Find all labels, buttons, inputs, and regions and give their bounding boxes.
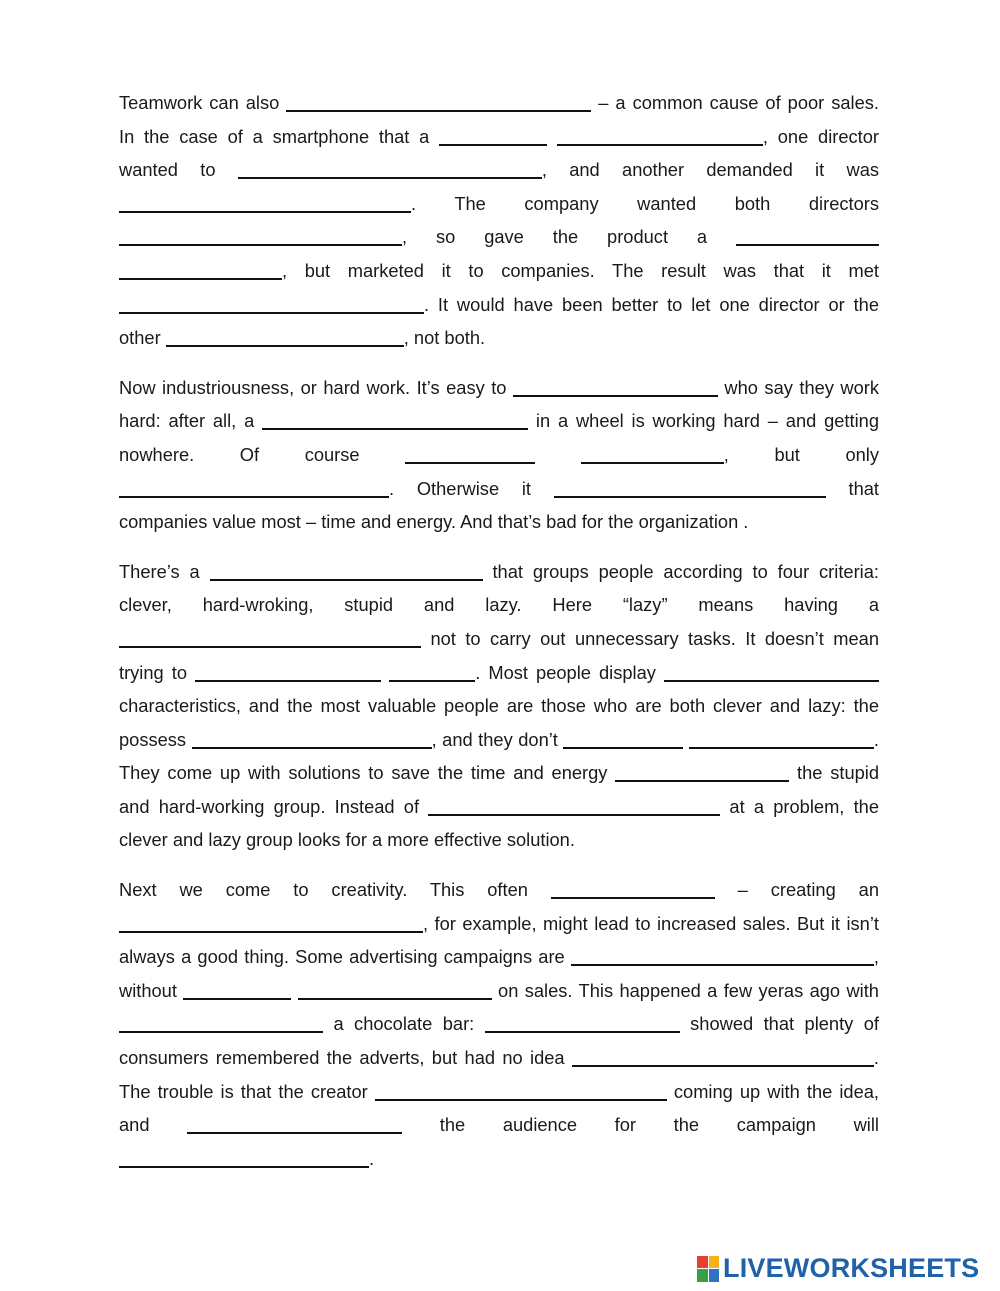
answer-blank[interactable] — [664, 663, 879, 682]
answer-blank[interactable] — [119, 479, 389, 498]
answer-blank[interactable] — [439, 127, 547, 146]
answer-blank[interactable] — [554, 479, 826, 498]
answer-blank[interactable] — [119, 1149, 369, 1168]
answer-blank[interactable] — [119, 227, 402, 246]
answer-blank[interactable] — [298, 981, 492, 1000]
answer-blank[interactable] — [389, 663, 475, 682]
answer-blank[interactable] — [513, 378, 718, 397]
answer-blank[interactable] — [736, 227, 879, 246]
answer-blank[interactable] — [119, 295, 424, 314]
answer-blank[interactable] — [262, 411, 528, 430]
answer-blank[interactable] — [405, 445, 535, 464]
answer-blank[interactable] — [615, 763, 789, 782]
answer-blank[interactable] — [286, 93, 591, 112]
answer-blank[interactable] — [428, 797, 720, 816]
answer-blank[interactable] — [485, 1014, 680, 1033]
answer-blank[interactable] — [581, 445, 724, 464]
paragraph-lazy: There’s a that groups people according to four criteria: clever, hard-wroking, stupid and lazy. Here “lazy” means having a not to carry out unnecessary tasks. It doesn’t mean trying to . Most people display characteristics, and the most valuable people are those who are both clever and lazy: the possess , and they don’t . They come up with solutions to save the time and energy the stupid and hard-working group. Instead of at a problem, the clever and lazy group looks for a more effective solution. — [119, 560, 880, 851]
answer-blank[interactable] — [119, 914, 423, 933]
brand-name: LIVEWORKSHEETS — [723, 1253, 980, 1283]
paragraph-industriousness: Now industriousness, or hard work. It’s easy to who say they work hard: after all, a in a wheel is working hard – and getting nowhere. Of course , but only . Otherwise it that companies value most – time and energy. And that’s bad for the organization . — [119, 376, 880, 533]
logo-square-1 — [697, 1256, 708, 1269]
answer-blank[interactable] — [689, 730, 874, 749]
logo-square-3 — [697, 1269, 708, 1282]
answer-blank[interactable] — [238, 160, 542, 179]
logo-square-2 — [709, 1256, 720, 1269]
worksheet-body — [119, 86, 879, 1191]
answer-blank[interactable] — [119, 261, 282, 280]
answer-blank[interactable] — [563, 730, 683, 749]
paragraph-teamwork: Teamwork can also – a common cause of poor sales. In the case of a smartphone that a , one director wanted to , and another demanded it was . The company wanted both directors , so gave the product a , but marketed it to companies. The result was that it met . It would have been better to let one director or the other , not both. — [119, 92, 880, 349]
answer-blank[interactable] — [187, 1115, 402, 1134]
answer-blank[interactable] — [119, 194, 411, 213]
answer-blank[interactable] — [210, 562, 483, 581]
answer-blank[interactable] — [375, 1082, 667, 1101]
answer-blank[interactable] — [557, 127, 763, 146]
answer-blank[interactable] — [119, 629, 421, 648]
logo-mark-icon — [697, 1256, 719, 1282]
answer-blank[interactable] — [571, 947, 874, 966]
paragraph-creativity: Next we come to creativity. This often – creating an , for example, might lead to increased sales. But it isn’t always a good thing. Some advertising campaigns are , without on sales. This happened a few yeras ago with a chocolate bar: showed that plenty of consumers remembered the adverts, but had no idea . The trouble is that the creator coming up with the idea, and the audience for the campaign will . — [119, 879, 879, 1169]
answer-blank[interactable] — [166, 328, 404, 347]
liveworksheets-logo — [697, 1253, 979, 1284]
logo-square-4 — [709, 1269, 720, 1282]
answer-blank[interactable] — [572, 1048, 874, 1067]
answer-blank[interactable] — [195, 663, 381, 682]
answer-blank[interactable] — [183, 981, 291, 1000]
answer-blank[interactable] — [551, 880, 715, 899]
answer-blank[interactable] — [119, 1014, 323, 1033]
answer-blank[interactable] — [192, 730, 432, 749]
